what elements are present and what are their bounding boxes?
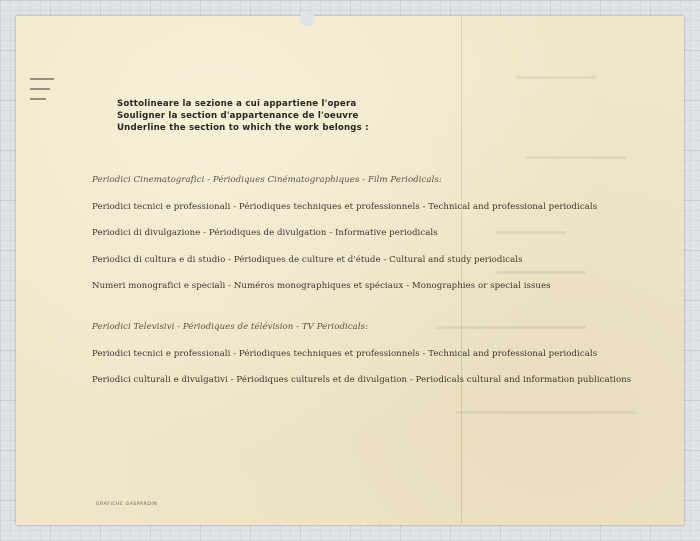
film-item-technical: Periodici tecnici e professionali - Périodiques techniques et professionnels - Technical and professional periodicals [92,202,598,212]
show-through [526,156,626,159]
show-through [496,231,566,234]
show-through [456,411,636,414]
tv-item-technical: Periodici tecnici e professionali - Périodiques techniques et professionnels - Technical and professional periodicals [92,349,598,359]
show-through [436,326,586,329]
instruction-header [117,98,369,134]
film-item-informative: Periodici di divulgazione - Périodiques de divulgation - Informative periodicals [92,228,438,238]
show-through [516,76,596,79]
instruction-english: Underline the section to which the work belongs : [117,123,369,133]
punch-mark [30,98,46,100]
torn-notch [300,14,314,26]
tv-item-cultural: Periodici culturali e divulgativi - Périodiques culturels et de divulgation - Periodicals cultural and information publications [92,375,632,385]
instruction-italian: Sottolineare la sezione a cui appartiene l'opera [117,99,357,109]
film-section-heading: Periodici Cinematografici - Périodiques Cinématographiques - Film Periodicals: [92,175,442,185]
printer-imprint: GRAFICHE GASPARDIN [96,502,158,507]
tv-section-heading: Periodici Televisivi - Périodiques de télévision - TV Periodicals: [92,322,369,332]
film-item-cultural: Periodici di cultura e di studio - Périodiques de culture et d'étude - Cultural and study periodicals [92,255,523,265]
fold-line [461,16,462,525]
punch-mark [30,78,54,80]
document-sheet [16,16,684,525]
punch-mark [30,88,50,90]
instruction-french: Souligner la section d'appartenance de l'oeuvre [117,111,359,121]
show-through [496,271,586,274]
film-item-special-issues: Numeri monografici e speciali - Numéros monographiques et spéciaux - Monographies or special issues [92,281,551,291]
